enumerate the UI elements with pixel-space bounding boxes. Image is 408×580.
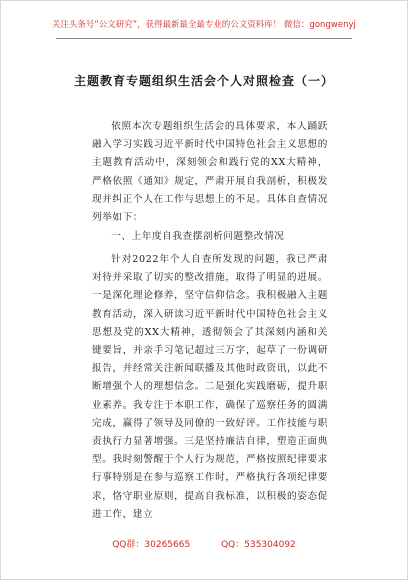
- header-banner: 关注头条号“公文研究”，获得最新最全最专业的公文资料库！ 微信：gongwenyj: [52, 19, 356, 29]
- document-body-intro: [92, 118, 328, 227]
- paragraph-intro: 依照本次专题组织生活会的具体要求，本人踊跃融入学习实践习近平新时代中国特色社会主义思想的主题教育活动中，深刻领会和践行党的XX大精神，严格依照《通知》规定，严肃开展自我剖析，积极发现并纠正个人在工作与思想上的不足。具体自查情况列举如下：: [92, 121, 328, 224]
- footer-qq-group: QQ群：30265665: [112, 540, 191, 550]
- document-section-heading: [92, 228, 328, 246]
- document-title: 主题教育专题组织生活会个人对照检查（一）: [73, 74, 334, 88]
- paragraph-rectification: 针对2022年个人自查所发现的问题，我已严肃对待并采取了切实的整改措施，取得了明显的进展。一是深化理论修养，坚守信仰信念。我积极融入主题教育活动，深入研读习近平新时代中国特色社会主义思想及党的XX大精神，透彻领会了其深刻内涵和关键要旨，并亲手习笔记超过三万字，起草了一份调研报告，并经常关注新闻联播及其他时政资讯，以此不断增强个人的理想信念。二是强化实践磨砺，提升职业素养。我专注于本职工作，确保了巡察任务的圆满完成，赢得了领导及同僚的一致好评。工作技能与职责执行力显著增强。三是坚持廉洁自律，塑造正面典型。我时刻警醒于个人行为规范，严格按照纪律要求行事特别是在参与巡察工作时，严格执行各项纪律要求，恪守职业原则，提高自我标准，以积极的姿态促进工作，建立: [92, 254, 328, 520]
- footer-contacts: [0, 537, 408, 550]
- footer-qq-number: QQ：535304092: [221, 540, 296, 550]
- header-divider: [56, 38, 352, 39]
- document-body-main: [92, 251, 328, 524]
- section-heading-1: 一、上年度自我查摆剖析问题整改情况: [111, 231, 285, 242]
